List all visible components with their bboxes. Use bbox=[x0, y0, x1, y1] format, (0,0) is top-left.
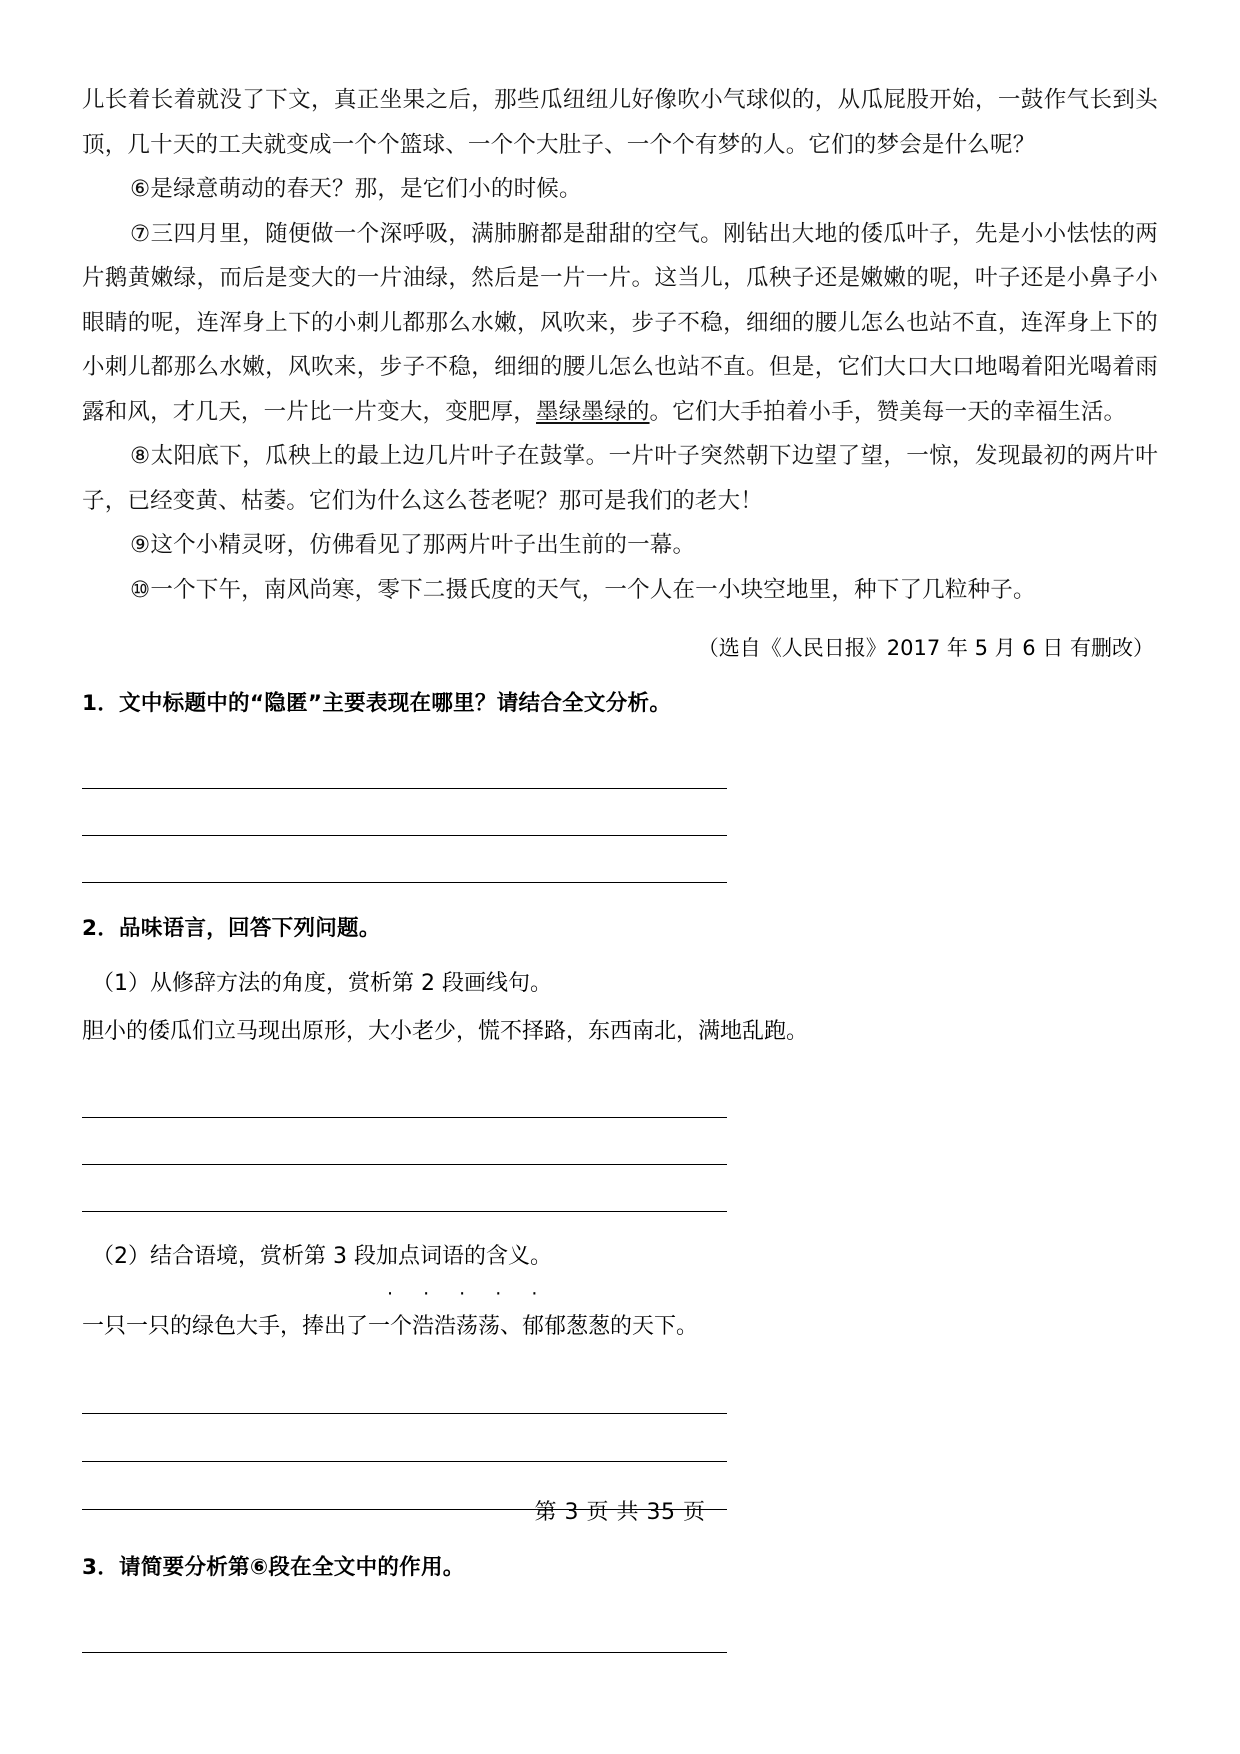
question-2-2-label: （2）结合语境，赏析第 3 段加点词语的含义。 bbox=[92, 1244, 552, 1269]
passage-paragraph-9: ⑨这个小精灵呀，仿佛看见了那两片叶子出生前的一幕。 bbox=[130, 532, 696, 558]
question-1-prompt: 1．文中标题中的“隐匿”主要表现在哪里？请结合全文分析。 bbox=[82, 691, 672, 716]
answer-line[interactable] bbox=[82, 1165, 727, 1212]
passage-underlined-phrase: 墨绿墨绿的 bbox=[536, 398, 650, 425]
question-2-1-answer-area[interactable] bbox=[82, 1071, 1158, 1212]
passage-paragraph-continuation: 儿长着长着就没了下文，真正坐果之后，那些瓜纽纽儿好像吹小气球似的，从瓜屁股开始，一鼓作气长到头顶，几十天的工夫就变成一个个篮球、一个个大肚子、一个个有梦的人。它们的梦会是什么呢？ bbox=[82, 87, 1158, 158]
passage-paragraph-7-tail: 。它们大手拍着小手，赞美每一天的幸福生活。 bbox=[649, 398, 1127, 425]
passage-paragraph-7 bbox=[82, 212, 1158, 435]
answer-line[interactable] bbox=[82, 1606, 727, 1653]
answer-line[interactable] bbox=[82, 1366, 727, 1414]
passage-paragraph-10: ⑩一个下午，南风尚寒，零下二摄氏度的天气，一个人在一小块空地里，种下了几粒种子。 bbox=[130, 576, 1036, 603]
passage-paragraph-8: ⑧太阳底下，瓜秧上的最上边几片叶子在鼓掌。一片叶子突然朝下边望了望，一惊，发现最初的两片叶子，已经变黄、枯萎。它们为什么这么苍老呢？那可是我们的老大！ bbox=[82, 443, 1158, 514]
answer-line[interactable] bbox=[82, 1071, 727, 1118]
passage-source-citation: （选自《人民日报》2017 年 5 月 6 日 有删改） bbox=[697, 636, 1154, 660]
answer-line[interactable] bbox=[82, 1414, 727, 1462]
answer-line[interactable] bbox=[82, 1118, 727, 1165]
question-1-answer-area[interactable] bbox=[82, 742, 1158, 883]
passage-paragraph-6: ⑥是绿意萌动的春天？那，是它们小的时候。 bbox=[130, 176, 582, 202]
question-2-1-quote: 胆小的倭瓜们立马现出原形，大小老少，慌不择路，东西南北，满地乱跑。 bbox=[82, 1019, 809, 1044]
question-3-answer-area[interactable] bbox=[82, 1606, 1158, 1653]
spacer bbox=[82, 883, 1158, 893]
question-2-2-answer-area[interactable] bbox=[82, 1366, 1158, 1510]
emphasis-dots: · · · · · bbox=[387, 1283, 550, 1305]
page-footer: 第 3 页 共 35 页 bbox=[534, 1500, 706, 1525]
spacer bbox=[82, 1212, 1158, 1222]
answer-line[interactable] bbox=[82, 836, 727, 883]
question-3-prompt: 3．请简要分析第⑥段在全文中的作用。 bbox=[82, 1555, 465, 1580]
passage-paragraph-7-text: ⑦三四月里，随便做一个深呼吸，满肺腑都是甜甜的空气。刚钻出大地的倭瓜叶子，先是小小怯怯的两片鹅黄嫩绿，而后是变大的一片油绿，然后是一片一片。这当儿，瓜秧子还是嫩嫩的呢，叶子还是小鼻子小眼睛的呢，连浑身上下的小刺儿都那么水嫩，风吹来，步子不稳，细细的腰儿怎么也站不直，连浑身上下的小刺儿都那么水嫩，风吹来，步子不稳，细细的腰儿怎么也站不直。但是，它们大口大口地喝着阳光喝着雨露和风，才几天，一片比一片变大，变肥厚， bbox=[82, 220, 1158, 425]
answer-line[interactable] bbox=[82, 789, 727, 836]
emphasis-dots-row bbox=[82, 1283, 1158, 1305]
question-2-prompt: 2．品味语言，回答下列问题。 bbox=[82, 916, 381, 941]
answer-line[interactable] bbox=[82, 742, 727, 789]
question-2-1-label: （1）从修辞方法的角度，赏析第 2 段画线句。 bbox=[92, 971, 552, 996]
question-2-2-quote: 一只一只的绿色大手，捧出了一个浩浩荡荡、郁郁葱葱的天下。 bbox=[82, 1314, 699, 1339]
